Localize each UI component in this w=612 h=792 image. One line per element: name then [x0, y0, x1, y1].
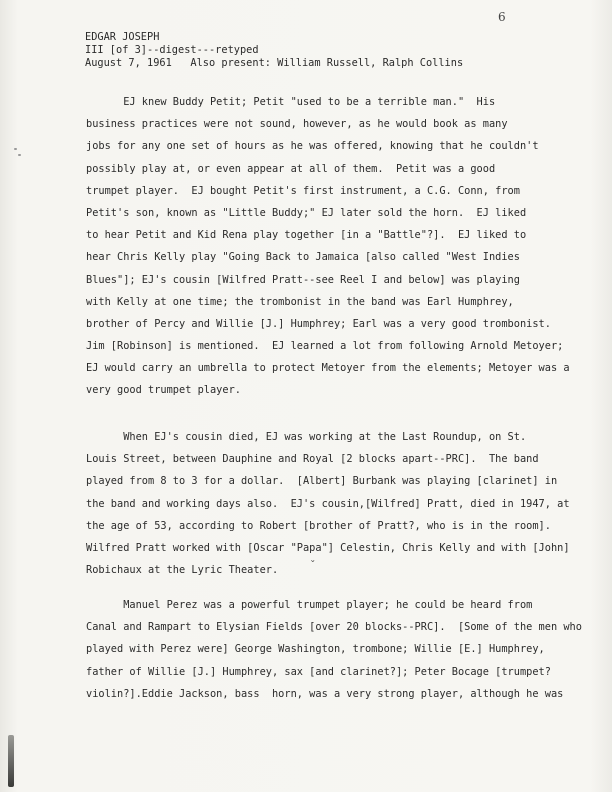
- text-line: Robichaux at the Lyric Theater.: [86, 564, 279, 577]
- scan-speck: [14, 148, 17, 150]
- text-line: to hear Petit and Kid Rena play together [in a "Battle"?]. EJ liked to: [86, 229, 527, 242]
- text-line: Canal and Rampart to Elysian Fields [over 20 blocks--PRC]. [Some of the men who: [86, 621, 582, 634]
- text-line: brother of Percy and Willie [J.] Humphrey; Earl was a very good trombonist.: [86, 317, 551, 330]
- text-line: Louis Street, between Dauphine and Royal [2 blocks apart--PRC]. The band: [86, 453, 539, 466]
- page-number: 6: [498, 10, 506, 24]
- text-line: the band and working days also. EJ's cousin,[Wilfred] Pratt, died in 1947, at: [86, 497, 570, 510]
- text-line: Wilfred Pratt worked with [Oscar "Papa"] Celestin, Chris Kelly and with [John]: [86, 541, 570, 554]
- paragraph-2: [86, 426, 586, 581]
- text-line: When EJ's cousin died, EJ was working at the Last Roundup, on St.: [86, 431, 527, 443]
- text-line: EJ knew Buddy Petit; Petit "used to be a terrible man." His: [86, 96, 496, 108]
- binding-shadow: [8, 735, 14, 787]
- text-line: violin?].Eddie Jackson, bass horn, was a very strong player, although he was: [86, 687, 564, 700]
- header-date-present: August 7, 1961 Also present: William Russell, Ralph Collins: [85, 57, 464, 69]
- text-line: Blues"]; EJ's cousin [Wilfred Pratt--see Reel I and below] was playing: [86, 273, 520, 286]
- header-reel: III [of 3]--digest---retyped: [85, 44, 259, 56]
- scan-speck: [18, 154, 21, 156]
- text-line: very good trumpet player.: [86, 384, 241, 397]
- text-line: Manuel Perez was a powerful trumpet player; he could be heard from: [86, 599, 533, 611]
- text-line: the age of 53, according to Robert [brother of Pratt?, who is in the room].: [86, 519, 551, 532]
- header-name: EDGAR JOSEPH: [85, 31, 160, 43]
- text-line: father of Willie [J.] Humphrey, sax [and clarinet?]; Peter Bocage [trumpet?: [86, 665, 551, 678]
- text-line: played with Perez were] George Washington, trombone; Willie [E.] Humphrey,: [86, 643, 545, 656]
- text-line: business practices were not sound, however, as he would book as many: [86, 118, 508, 131]
- text-line: possibly play at, or even appear at all of them. Petit was a good: [86, 162, 496, 175]
- paragraph-3: [86, 594, 586, 705]
- text-line: trumpet player. EJ bought Petit's first instrument, a C.G. Conn, from: [86, 184, 520, 197]
- text-line: played from 8 to 3 for a dollar. [Albert] Burbank was playing [clarinet] in: [86, 475, 558, 488]
- handwritten-correction-mark: ˇ: [310, 559, 316, 572]
- text-line: hear Chris Kelly play "Going Back to Jamaica [also called "West Indies: [86, 251, 520, 264]
- text-line: Petit's son, known as "Little Buddy;" EJ later sold the horn. EJ liked: [86, 206, 527, 219]
- text-line: EJ would carry an umbrella to protect Metoyer from the elements; Metoyer was a: [86, 362, 570, 375]
- text-line: Jim [Robinson] is mentioned. EJ learned a lot from following Arnold Metoyer;: [86, 340, 564, 353]
- document-header: [85, 31, 463, 70]
- paragraph-1: [86, 91, 586, 402]
- text-line: with Kelly at one time; the trombonist in the band was Earl Humphrey,: [86, 295, 514, 308]
- text-line: jobs for any one set of hours as he was offered, knowing that he couldn't: [86, 140, 539, 153]
